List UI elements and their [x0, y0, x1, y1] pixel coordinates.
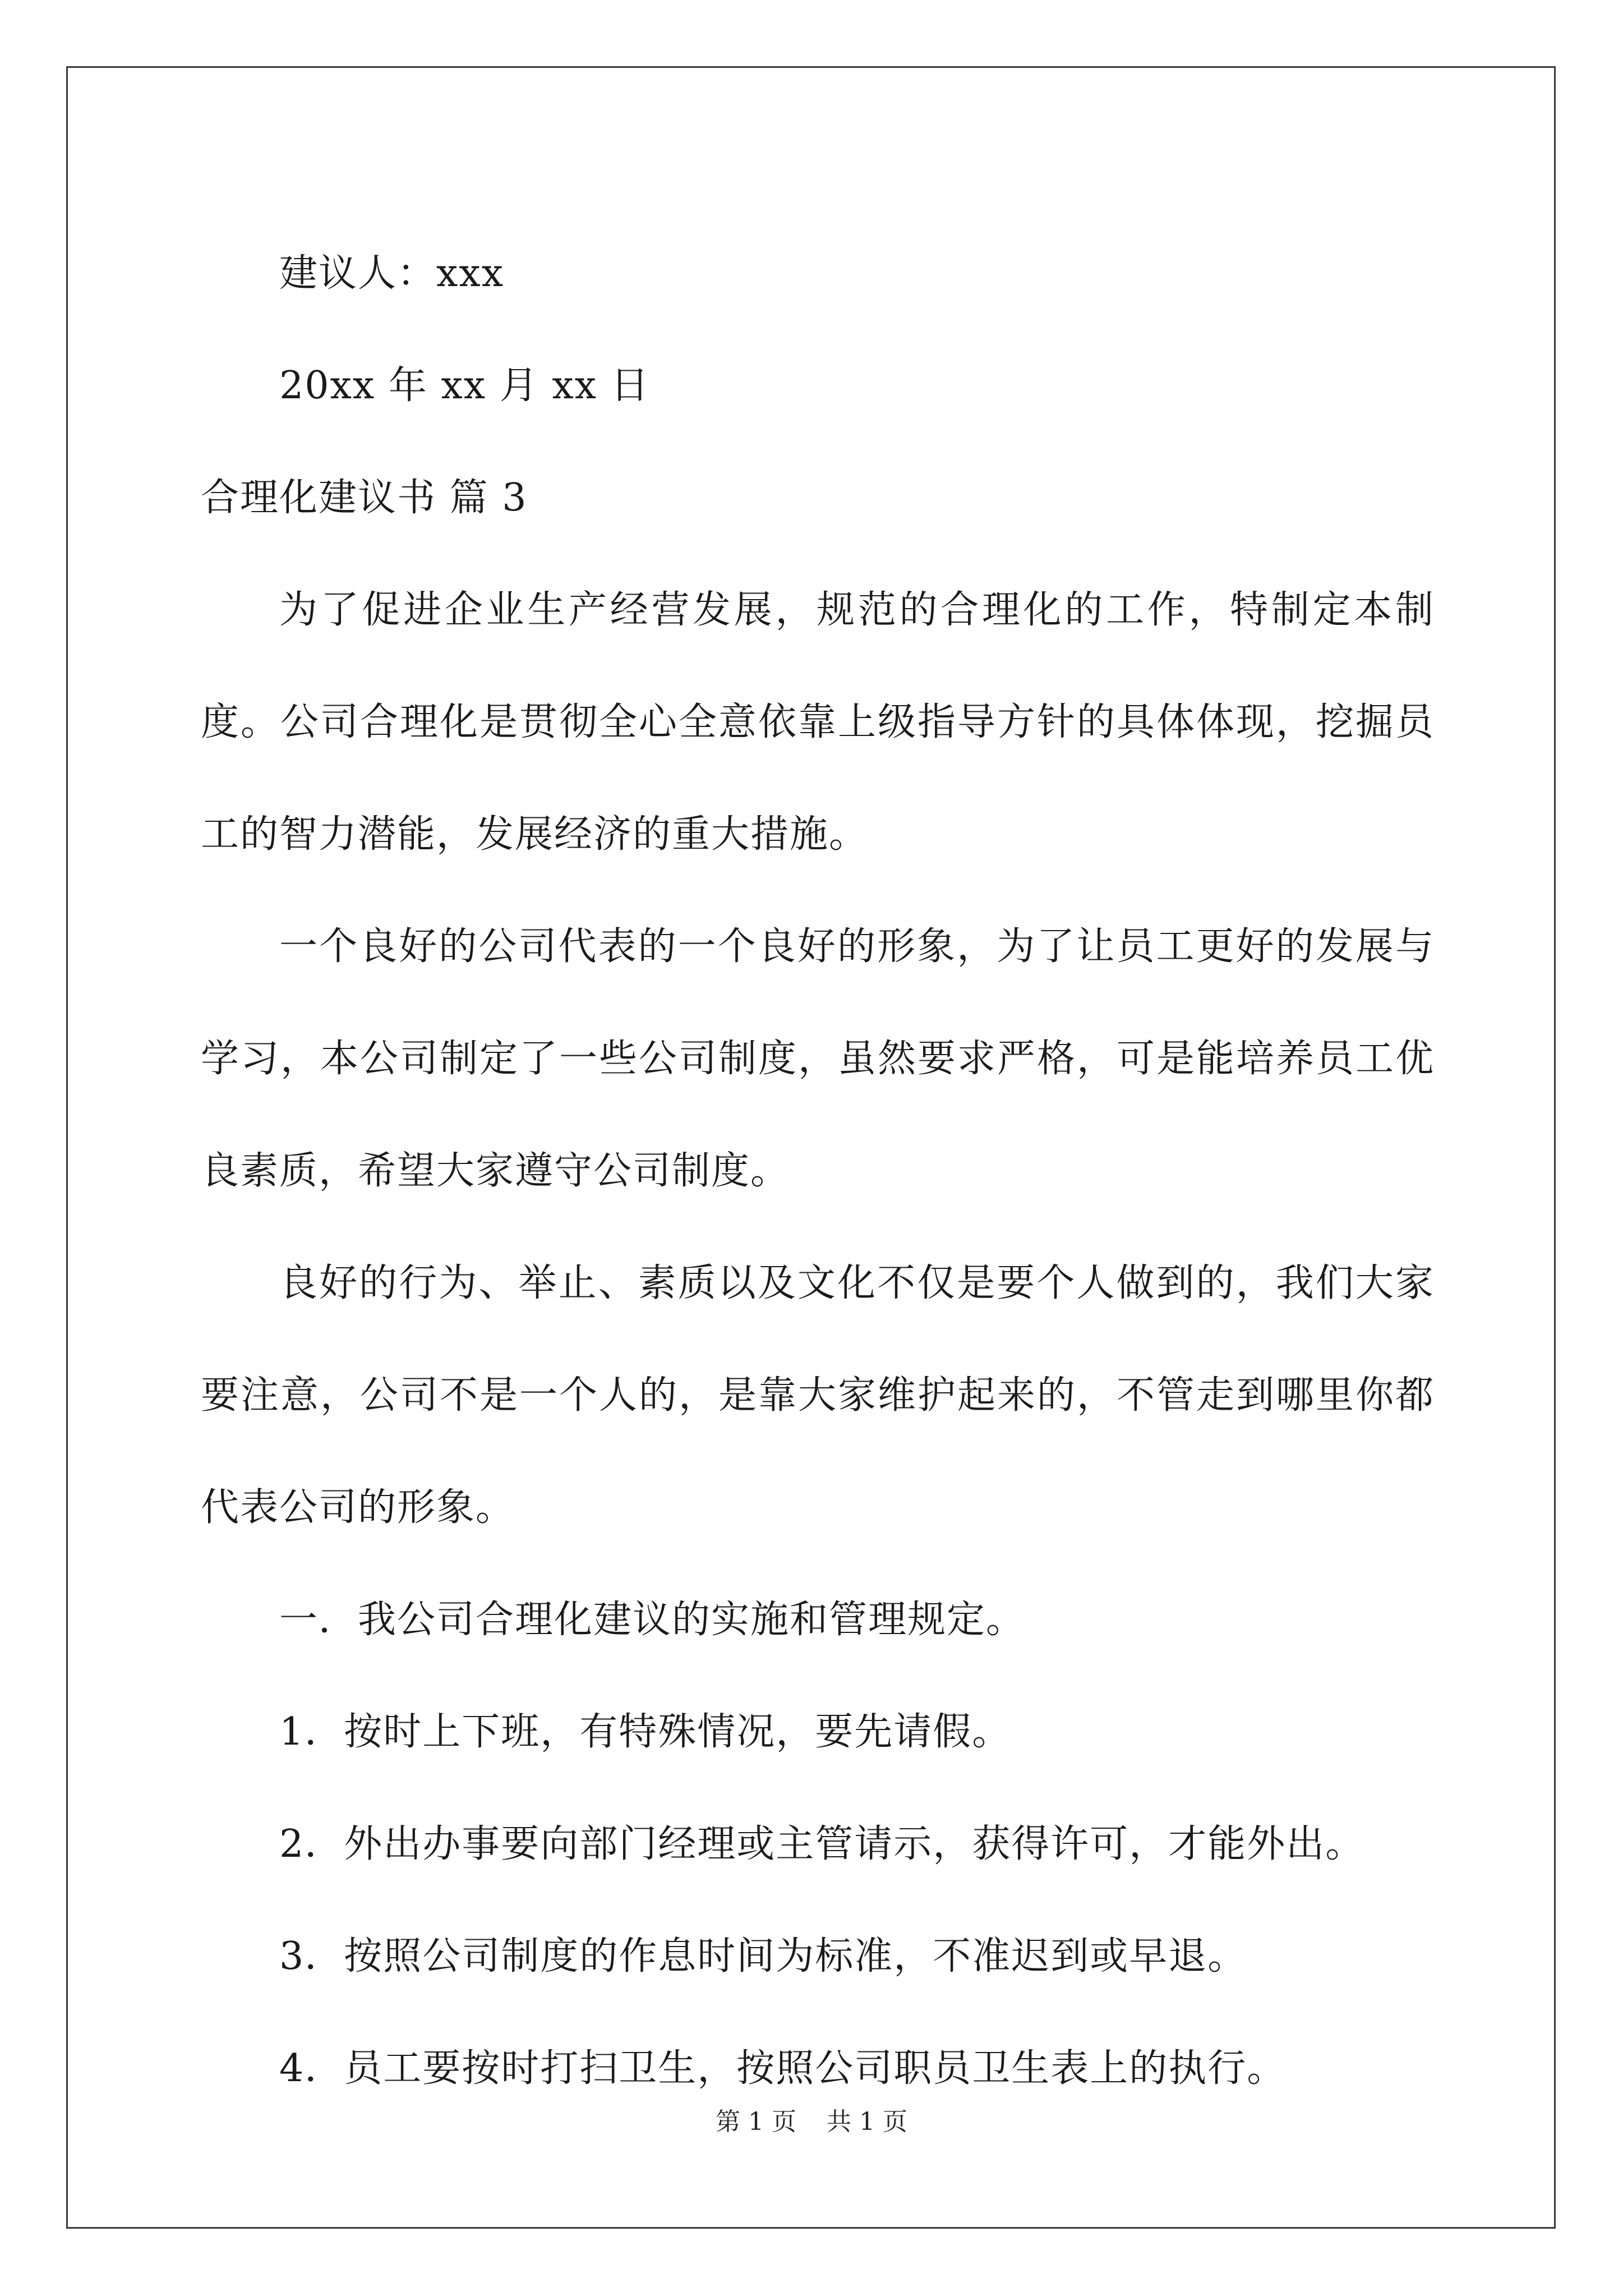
signature-line: 建议人：xxx	[279, 251, 505, 296]
document-body	[201, 218, 1435, 2125]
list-item-3: 3．按照公司制度的作息时间为标准，不准迟到或早退。	[279, 1934, 1247, 1978]
list-item-4: 4．员工要按时打扫卫生，按照公司职员卫生表上的执行。	[279, 2046, 1287, 2091]
page-footer	[0, 2101, 1623, 2137]
page-total: 共 1 页	[827, 2108, 907, 2136]
section-title: 合理化建议书 篇 3	[201, 476, 528, 520]
list-heading: 一．我公司合理化建议的实施和管理规定。	[279, 1598, 1026, 1642]
list-item-2: 2．外出办事要向部门经理或主管请示，获得许可，才能外出。	[279, 1822, 1365, 1866]
paragraph-1: 为了促进企业生产经营发展，规范的合理化的工作，特制定本制度。公司合理化是贯彻全心全意依靠上级指导方针的具体体现，挖掘员工的智力潜能，发展经济的重大措施。	[201, 588, 1435, 857]
date-line: 20xx 年 xx 月 xx 日	[279, 364, 650, 408]
list-item-1: 1．按时上下班，有特殊情况，要先请假。	[279, 1710, 1012, 1754]
page-current: 第 1 页	[716, 2108, 796, 2136]
paragraph-2: 一个良好的公司代表的一个良好的形象，为了让员工更好的发展与学习，本公司制定了一些公司制度，虽然要求严格，可是能培养员工优良素质，希望大家遵守公司制度。	[201, 924, 1435, 1193]
paragraph-3: 良好的行为、举止、素质以及文化不仅是要个人做到的，我们大家要注意，公司不是一个人的，是靠大家维护起来的，不管走到哪里你都代表公司的形象。	[201, 1261, 1435, 1530]
